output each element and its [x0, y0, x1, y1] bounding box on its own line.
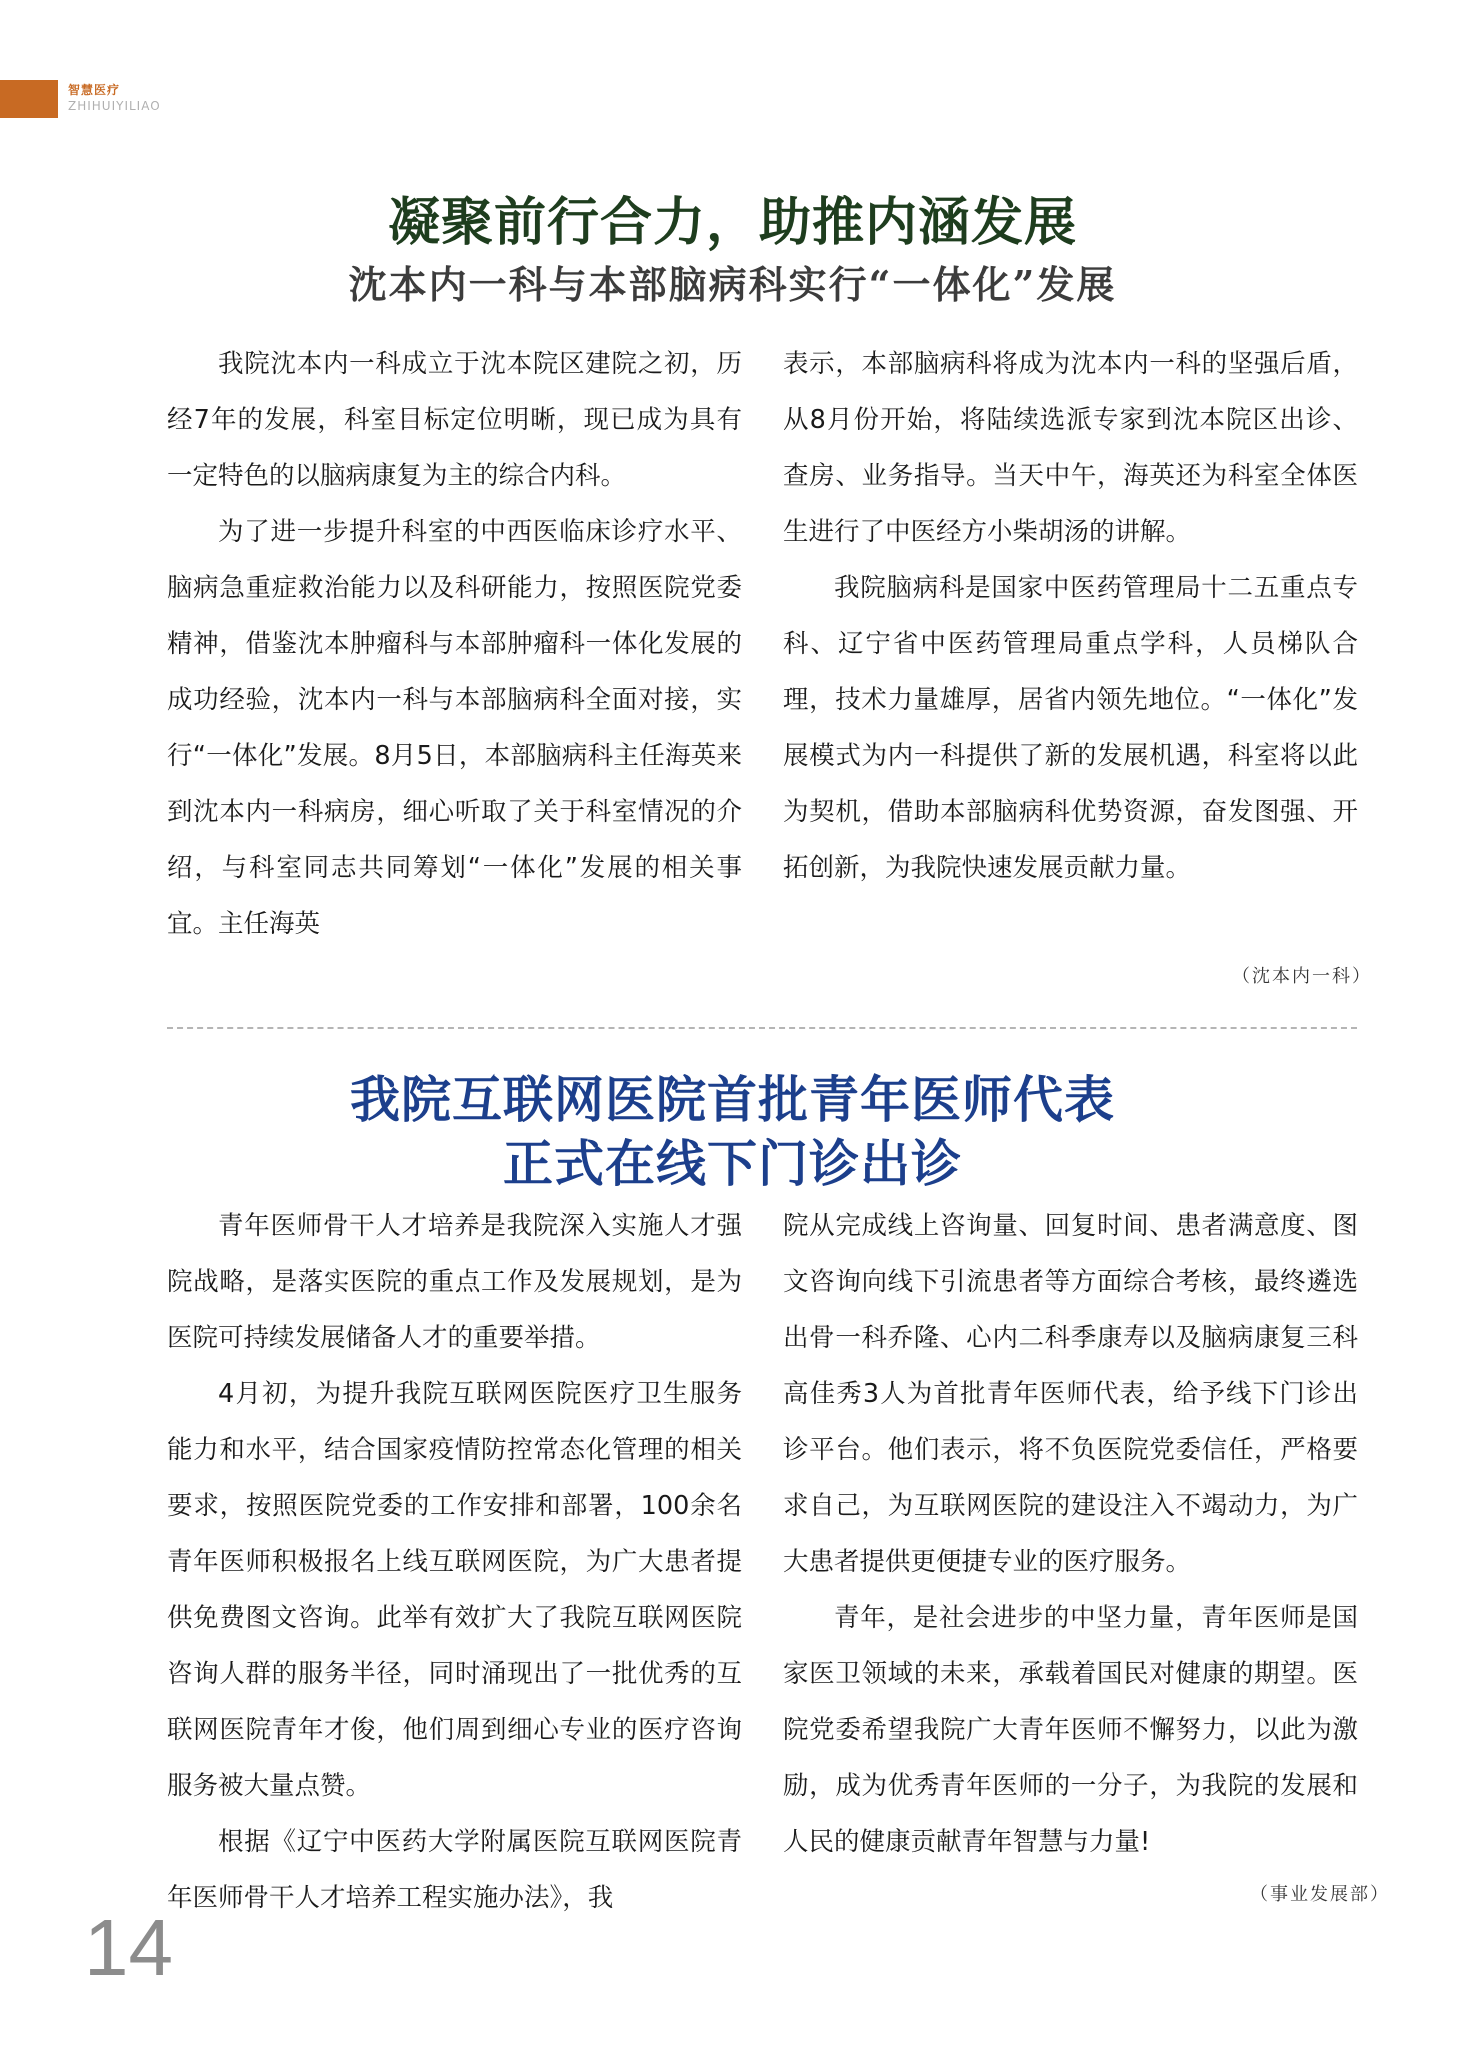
article2-paragraph: 根据《辽宁中医药大学附属医院互联网医院青年医师骨干人才培养工程实施办法》，我 — [167, 1827, 742, 1913]
article2-right-column — [783, 1198, 1358, 1870]
article-divider — [167, 1027, 1357, 1029]
article1-right-column — [783, 336, 1358, 952]
article1-title: 凝聚前行合力，助推内涵发展 — [387, 192, 1077, 253]
article1-source: （沈本内一科） — [1232, 966, 1372, 987]
article1-paragraph: 为了进一步提升科室的中西医临床诊疗水平、脑病急重症救治能力以及科研能力，按照医院党委精神，借鉴沈本肿瘤科与本部肿瘤科一体化发展的成功经验，沈本内一科与本部脑病科全面对接，实行“一体化”发展。8月5日，本部脑病科主任海英来到沈本内一科病房，细心听取了关于科室情况的介绍，与科室同志共同筹划“一体化”发展的相关事宜。主任海英 — [167, 517, 742, 939]
article1-paragraph: 我院沈本内一科成立于沈本院区建院之初，历经7年的发展，科室目标定位明晰，现已成为具有一定特色的以脑病康复为主的综合内科。 — [167, 349, 742, 491]
magazine-name-pinyin: ZHIHUIYILIAO — [68, 99, 161, 113]
article1-paragraph: 我院脑病科是国家中医药管理局十二五重点专科、辽宁省中医药管理局重点学科，人员梯队合理，技术力量雄厚，居省内领先地位。“一体化”发展模式为内一科提供了新的发展机遇，科室将以此为契机，借助本部脑病科优势资源，奋发图强、开拓创新，为我院快速发展贡献力量。 — [783, 573, 1358, 883]
article2-paragraph: 青年医师骨干人才培养是我院深入实施人才强院战略，是落实医院的重点工作及发展规划，是为医院可持续发展储备人才的重要举措。 — [167, 1211, 742, 1353]
article1-left-column — [167, 336, 742, 1008]
page-number: 14 — [84, 1903, 173, 1992]
article2-title-line2: 正式在线下门诊出诊 — [503, 1134, 962, 1193]
magazine-name: 智慧医疗 — [68, 83, 121, 97]
article1-subtitle: 沈本内一科与本部脑病科实行“一体化”发展 — [348, 262, 1117, 307]
article2-paragraph: 4月初，为提升我院互联网医院医疗卫生服务能力和水平，结合国家疫情防控常态化管理的相关要求，按照医院党委的工作安排和部署，100余名青年医师积极报名上线互联网医院，为广大患者提供免费图文咨询。此举有效扩大了我院互联网医院咨询人群的服务半径，同时涌现出了一批优秀的互联网医院青年才俊，他们周到细心专业的医疗咨询服务被大量点赞。 — [167, 1379, 742, 1801]
article2-source: （事业发展部） — [1250, 1884, 1390, 1905]
article2-paragraph: 青年，是社会进步的中坚力量，青年医师是国家医卫领域的未来，承载着国民对健康的期望。医院党委希望我院广大青年医师不懈努力，以此为激励，成为优秀青年医师的一分子，为我院的发展和人民的健康贡献青年智慧与力量! — [783, 1603, 1358, 1857]
article1-paragraph-continued: 表示，本部脑病科将成为沈本内一科的坚强后盾，从8月份开始，将陆续选派专家到沈本院区出诊、查房、业务指导。当天中午，海英还为科室全体医生进行了中医经方小柴胡汤的讲解。 — [783, 349, 1358, 547]
article2-title-line1: 我院互联网医院首批青年医师代表 — [350, 1070, 1115, 1129]
header-accent-bar — [0, 80, 58, 118]
article2-paragraph-continued: 院从完成线上咨询量、回复时间、患者满意度、图文咨询向线下引流患者等方面综合考核，最终遴选出骨一科乔隆、心内二科季康寿以及脑病康复三科高佳秀3人为首批青年医师代表，给予线下门诊出诊平台。他们表示，将不负医院党委信任，严格要求自己，为互联网医院的建设注入不竭动力，为广大患者提供更便捷专业的医疗服务。 — [783, 1211, 1358, 1577]
article2-left-column — [167, 1198, 742, 1926]
